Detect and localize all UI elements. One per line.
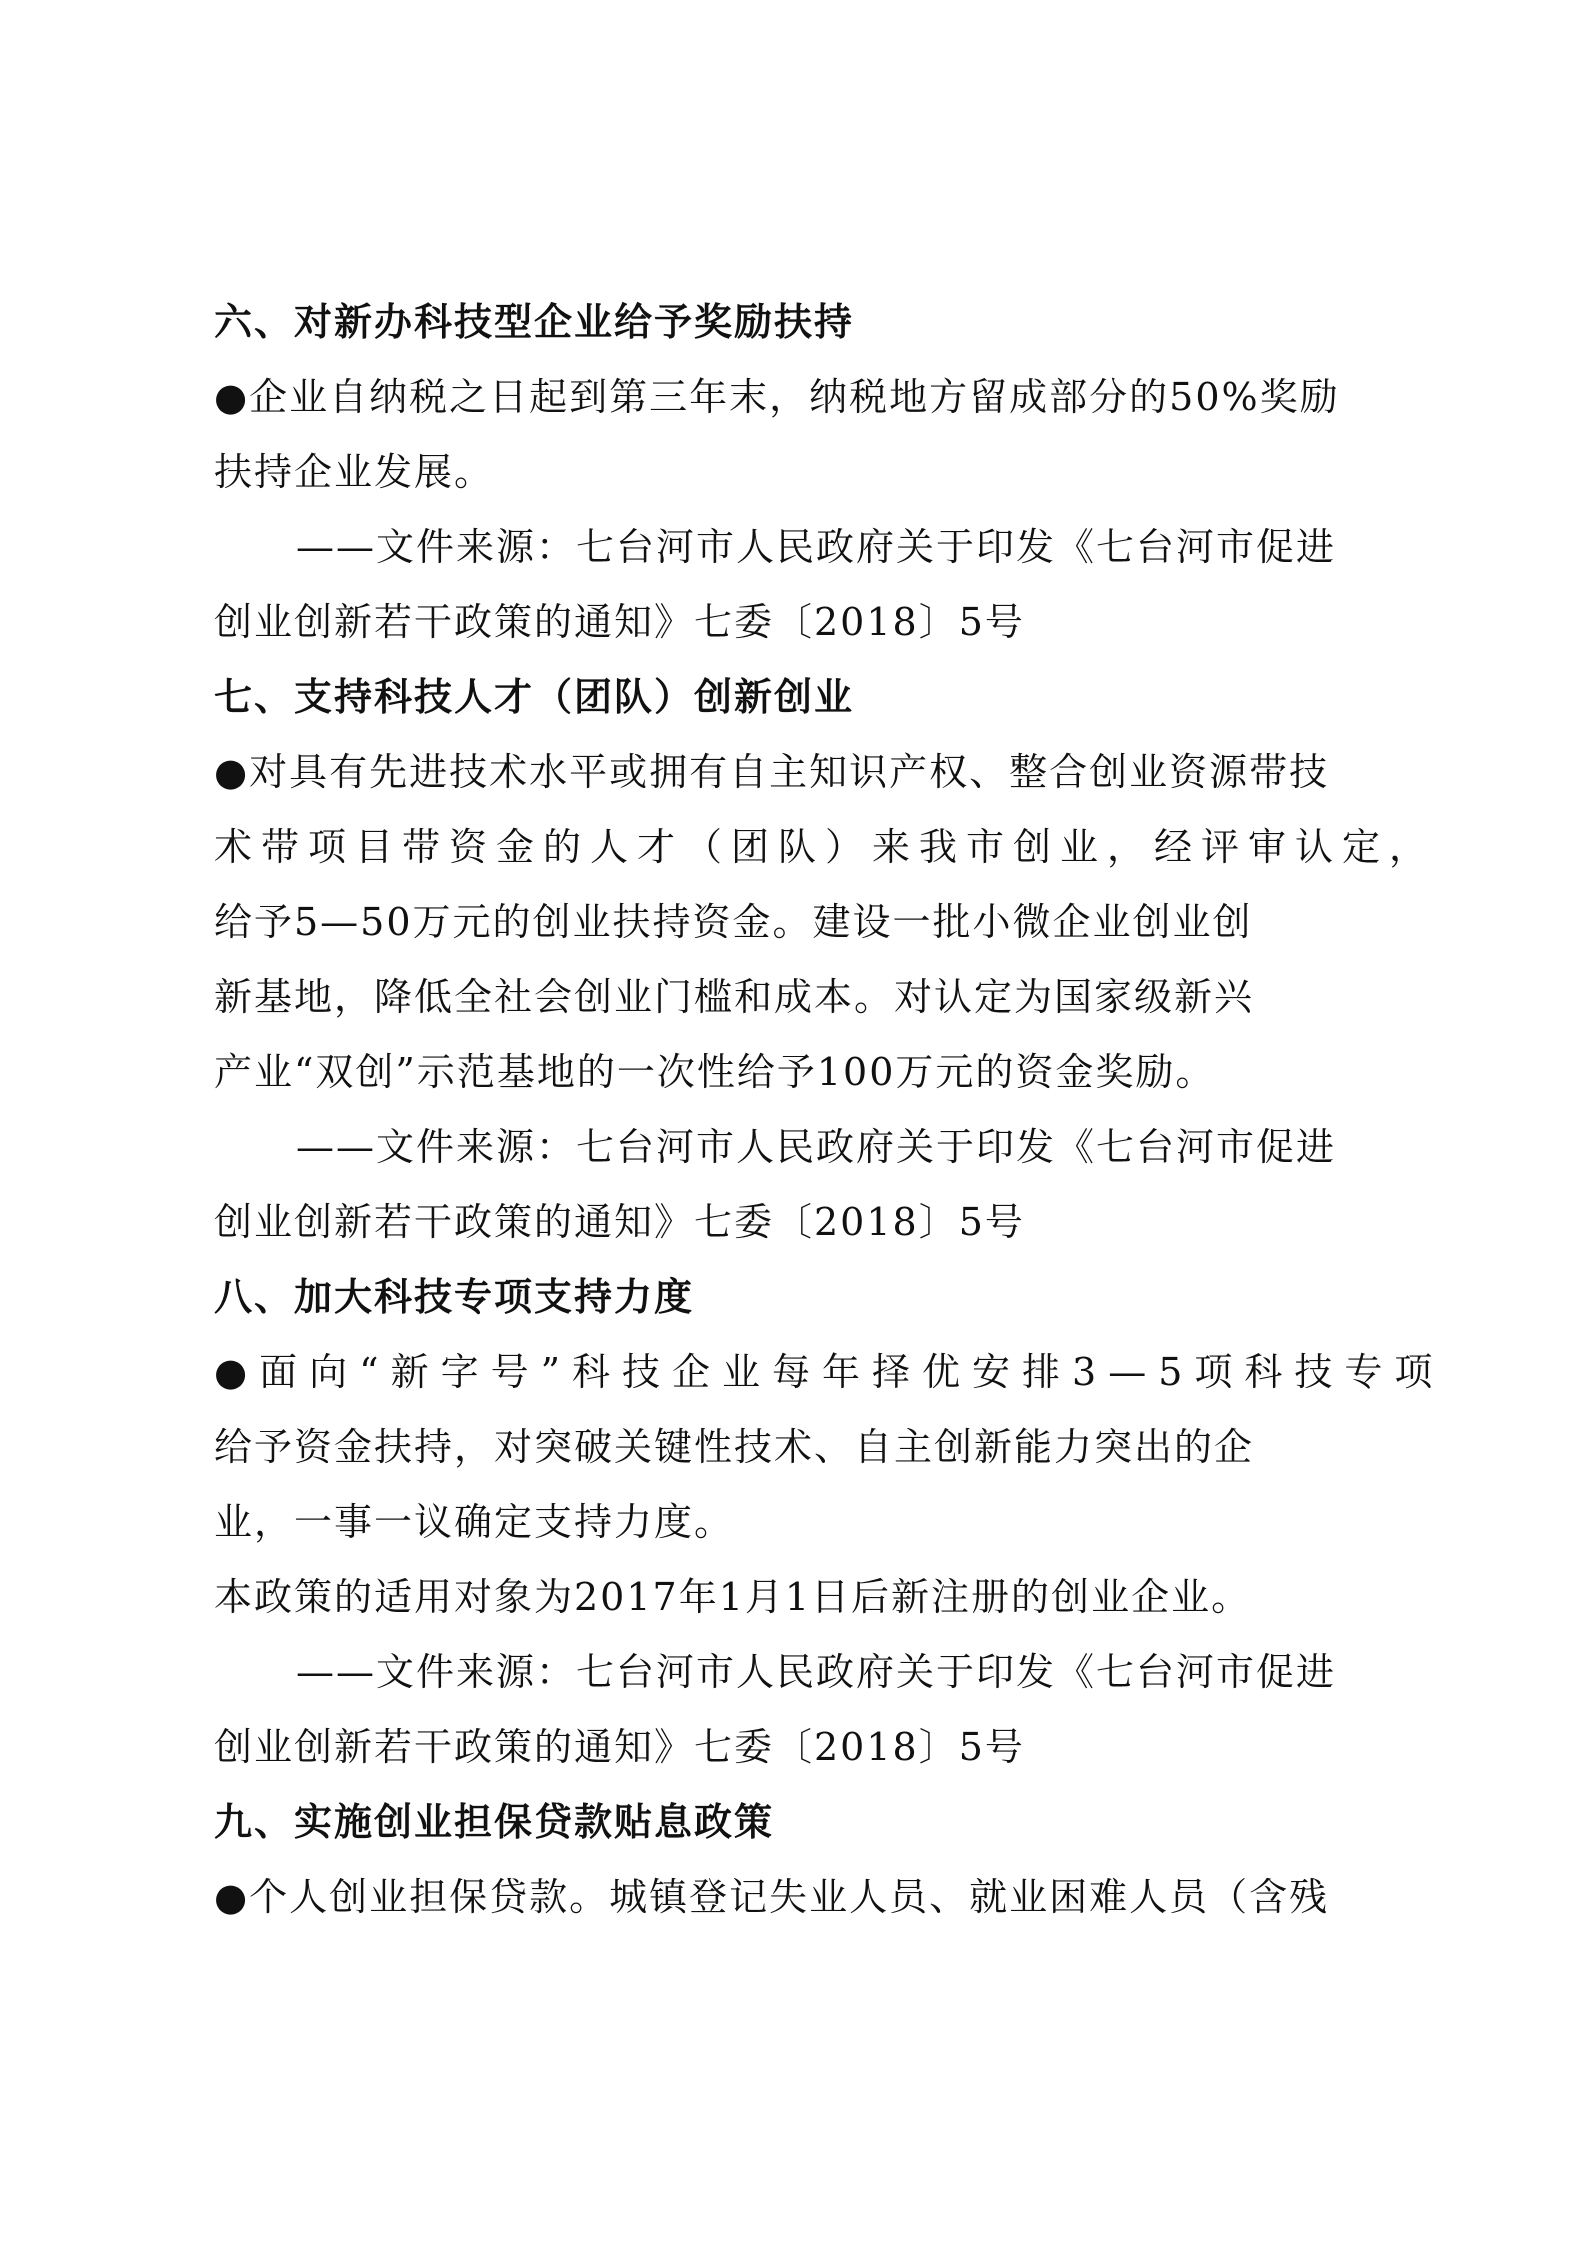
- bullet-paragraph-line: ●个人创业担保贷款。城镇登记失业人员、就业困难人员（含残: [214, 1875, 1330, 1919]
- bullet-paragraph-line: 产业“双创”示范基地的一次性给予100万元的资金奖励。: [214, 1050, 1216, 1094]
- source-citation-line: 创业创新若干政策的通知》七委〔2018〕5号: [214, 600, 1025, 644]
- bullet-paragraph-line: 扶持企业发展。: [214, 450, 495, 494]
- source-citation-line: ——文件来源：七台河市人民政府关于印发《七台河市促进: [296, 1650, 1337, 1694]
- section-heading: 六、对新办科技型企业给予奖励扶持: [214, 300, 855, 344]
- source-citation-line: 创业创新若干政策的通知》七委〔2018〕5号: [214, 1725, 1025, 1769]
- bullet-paragraph-line: 业，一事一议确定支持力度。: [214, 1500, 735, 1544]
- bullet-paragraph-line: ●企业自纳税之日起到第三年末，纳税地方留成部分的50%奖励: [214, 375, 1340, 419]
- source-citation-line: ——文件来源：七台河市人民政府关于印发《七台河市促进: [296, 525, 1337, 569]
- source-citation-line: ——文件来源：七台河市人民政府关于印发《七台河市促进: [296, 1125, 1337, 1169]
- section-heading: 九、实施创业担保贷款贴息政策: [214, 1800, 775, 1844]
- bullet-paragraph-line: ●对具有先进技术水平或拥有自主知识产权、整合创业资源带技: [214, 750, 1330, 794]
- bullet-paragraph-line: ●面向“新字号”科技企业每年择优安排3—5项科技专项: [214, 1350, 1445, 1394]
- bullet-paragraph-line: 给予5—50万元的创业扶持资金。建设一批小微企业创业创: [214, 900, 1253, 944]
- body-paragraph-line: 本政策的适用对象为2017年1月1日后新注册的创业企业。: [214, 1575, 1252, 1619]
- bullet-paragraph-line: 给予资金扶持，对突破关键性技术、自主创新能力突出的企: [214, 1425, 1255, 1469]
- section-heading: 七、支持科技人才（团队）创新创业: [214, 675, 855, 719]
- bullet-paragraph-line: 术带项目带资金的人才（团队）来我市创业，经评审认定，: [214, 825, 1437, 869]
- section-heading: 八、加大科技专项支持力度: [214, 1275, 695, 1319]
- bullet-paragraph-line: 新基地，降低全社会创业门槛和成本。对认定为国家级新兴: [214, 975, 1255, 1019]
- source-citation-line: 创业创新若干政策的通知》七委〔2018〕5号: [214, 1200, 1025, 1244]
